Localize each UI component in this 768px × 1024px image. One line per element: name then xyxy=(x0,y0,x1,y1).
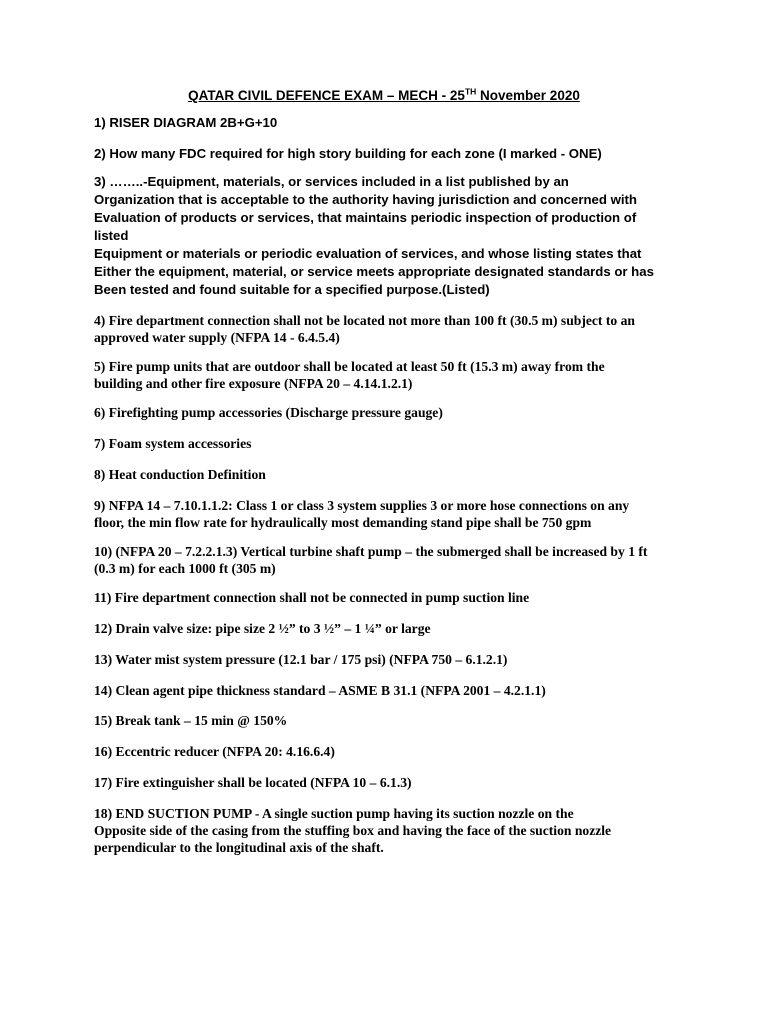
question-item-9 xyxy=(94,497,694,531)
question-item-5 xyxy=(94,358,694,392)
item-line: 15) Break tank – 15 min @ 150% xyxy=(94,713,288,728)
question-item-17 xyxy=(94,774,694,791)
item-line: 9) NFPA 14 – 7.10.1.1.2: Class 1 or class 3 system supplies 3 or more hose connections on any xyxy=(94,498,630,513)
item-line: Organization that is acceptable to the authority having jurisdiction and concerned with xyxy=(94,192,637,207)
item-line: 3) ……..-Equipment, materials, or services included in a list published by an xyxy=(94,174,569,189)
item-line: 13) Water mist system pressure (12.1 bar / 175 psi) (NFPA 750 – 6.1.2.1) xyxy=(94,652,508,667)
question-item-15 xyxy=(94,712,694,729)
item-line: approved water supply (NFPA 14 - 6.4.5.4) xyxy=(94,330,340,345)
item-line: 2) How many FDC required for high story building for each zone (I marked - ONE) xyxy=(94,146,602,161)
item-line: 17) Fire extinguisher shall be located (NFPA 10 – 6.1.3) xyxy=(94,775,412,790)
question-item-16 xyxy=(94,743,694,760)
item-line: floor, the min flow rate for hydraulically most demanding stand pipe shall be 750 gpm xyxy=(94,515,592,530)
item-line: 7) Foam system accessories xyxy=(94,436,252,451)
item-line: 8) Heat conduction Definition xyxy=(94,467,266,482)
item-line: perpendicular to the longitudinal axis of the shaft. xyxy=(94,840,384,855)
question-item-1 xyxy=(94,114,694,132)
title-tail: November 2020 xyxy=(476,88,580,103)
item-line: Opposite side of the casing from the stuffing box and having the face of the suction nozzle xyxy=(94,823,612,838)
item-line: 18) END SUCTION PUMP - A single suction pump having its suction nozzle on the xyxy=(94,806,574,821)
item-line: 5) Fire pump units that are outdoor shall be located at least 50 ft (15.3 m) away from the xyxy=(94,359,605,374)
question-item-14 xyxy=(94,682,694,699)
item-line: Either the equipment, material, or service meets appropriate designated standards or has xyxy=(94,264,654,279)
question-item-4 xyxy=(94,312,694,346)
question-item-11 xyxy=(94,589,694,606)
title-main: QATAR CIVIL DEFENCE EXAM – MECH - 25 xyxy=(188,88,465,103)
question-item-10 xyxy=(94,543,694,577)
item-line: Equipment or materials or periodic evaluation of services, and whose listing states that xyxy=(94,246,642,261)
item-line: 6) Firefighting pump accessories (Discharge pressure gauge) xyxy=(94,405,443,420)
item-line: 16) Eccentric reducer (NFPA 20: 4.16.6.4) xyxy=(94,744,335,759)
item-line: Evaluation of products or services, that maintains periodic inspection of production of xyxy=(94,210,637,225)
item-line: 10) (NFPA 20 – 7.2.2.1.3) Vertical turbine shaft pump – the submerged shall be increased by 1 ft xyxy=(94,544,648,559)
question-item-13 xyxy=(94,651,694,668)
item-line: listed xyxy=(94,228,129,243)
item-line: 1) RISER DIAGRAM 2B+G+10 xyxy=(94,115,278,130)
question-item-8 xyxy=(94,466,694,483)
document-title xyxy=(0,88,768,103)
question-item-2 xyxy=(94,145,694,163)
item-line: 11) Fire department connection shall not be connected in pump suction line xyxy=(94,590,530,605)
item-line: (0.3 m) for each 1000 ft (305 m) xyxy=(94,561,276,576)
question-item-3 xyxy=(94,173,694,299)
question-item-18 xyxy=(94,805,694,856)
item-line: 4) Fire department connection shall not be located not more than 100 ft (30.5 m) subject to an xyxy=(94,313,635,328)
item-line: Been tested and found suitable for a specified purpose.(Listed) xyxy=(94,282,490,297)
item-line: 12) Drain valve size: pipe size 2 ½” to 3 ½” – 1 ¼” or large xyxy=(94,621,431,636)
item-line: building and other fire exposure (NFPA 20 – 4.14.1.2.1) xyxy=(94,376,413,391)
question-item-12 xyxy=(94,620,694,637)
question-item-7 xyxy=(94,435,694,452)
item-line: 14) Clean agent pipe thickness standard – ASME B 31.1 (NFPA 2001 – 4.2.1.1) xyxy=(94,683,546,698)
title-superscript: TH xyxy=(464,86,477,97)
question-item-6 xyxy=(94,404,694,421)
